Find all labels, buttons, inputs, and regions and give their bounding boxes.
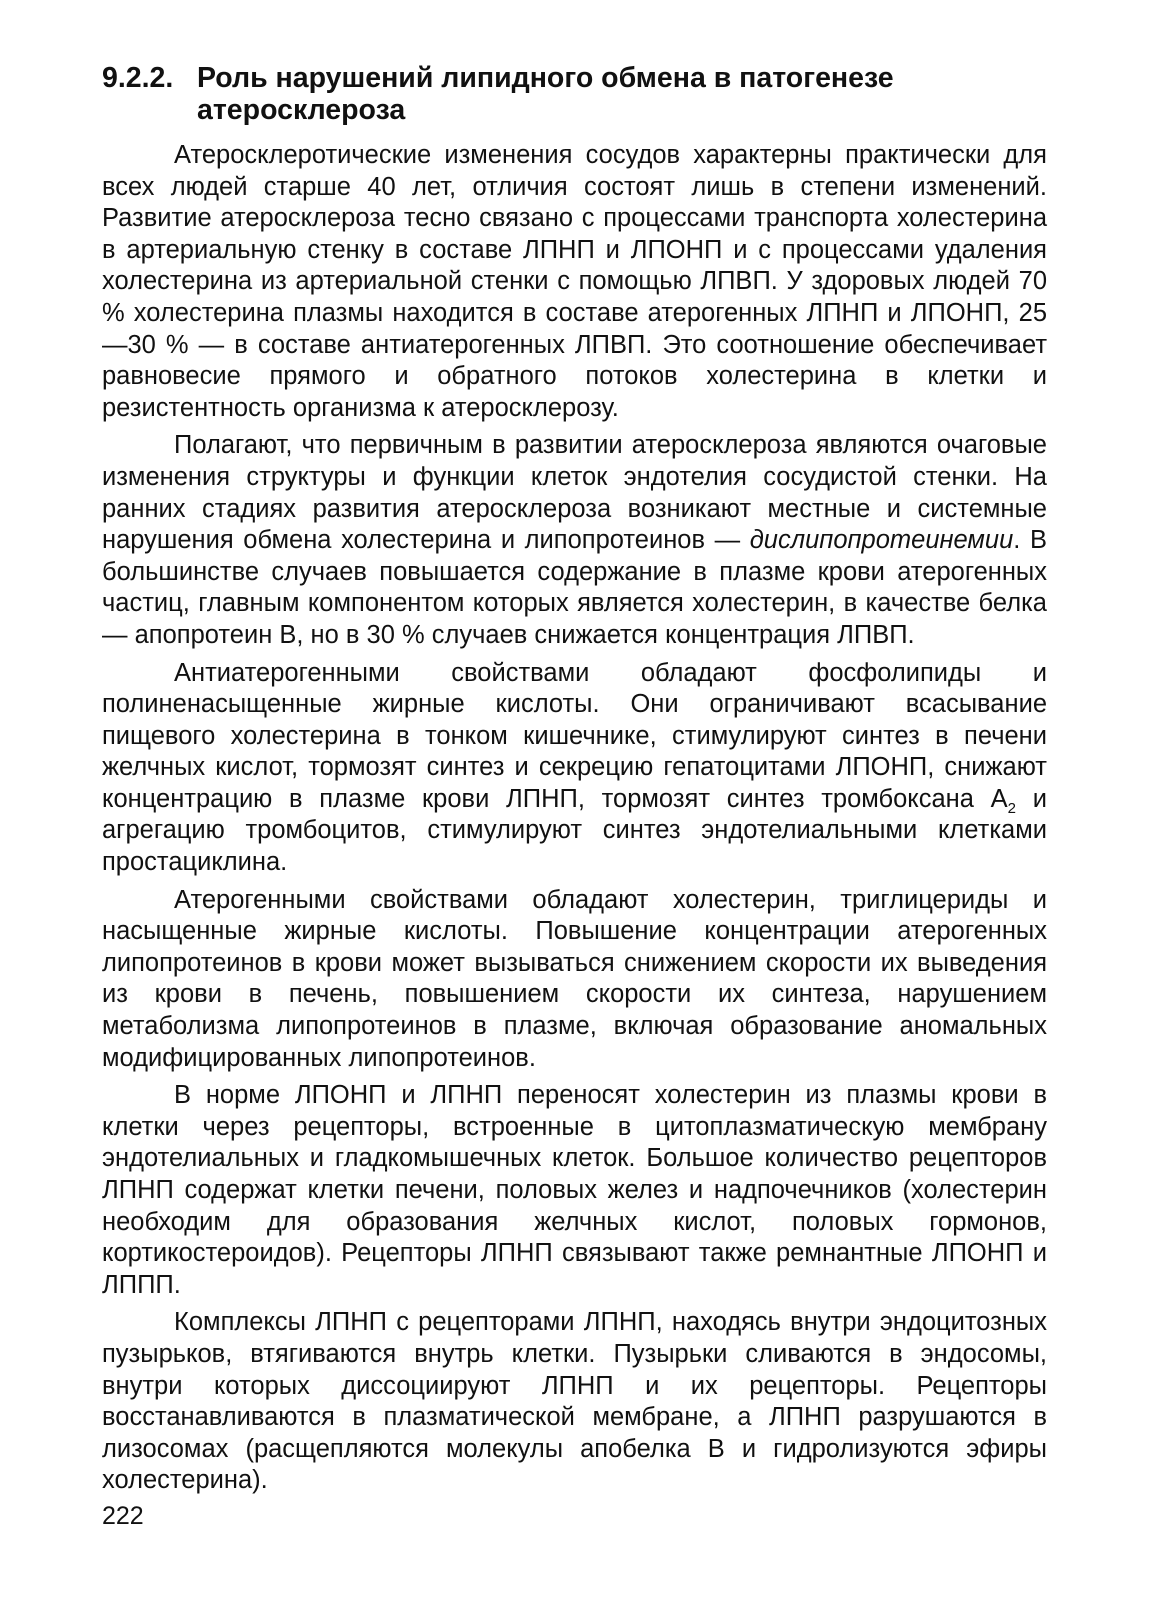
paragraph-5: В норме ЛПОНП и ЛПНП переносят холестерин из плазмы крови в клетки через рецепторы, встроенные в цитоплазматическую мембрану эндотелиальных и гладкомышечных клеток. Большое количество рецепторов ЛПНП содержат клетки печени, половых желез и надпочечников (холестерин необходим для образования желчных кислот, половых гормонов, кортикостероидов). Рецепторы ЛПНП связывают также ремнантные ЛПОНП и ЛППП.	[102, 1081, 1047, 1299]
subscript: 2	[1007, 799, 1017, 817]
section-title-line1: Роль нарушений липидного обмена в патогенезе	[197, 62, 894, 94]
paragraph-2-text-a: Полагают, что первичным в развитии атеросклероза являются очаговые изменения структуры и функции клеток эндотелия сосудистой стенки. На ранних стадиях развития атеросклероза возникают местные и системные нарушения обмена холестерина и липопротеинов —	[102, 431, 1047, 555]
paragraph-4: Атерогенными свойствами обладают холестерин, триглицериды и насыщенные жирные кислоты. Повышение концентрации атерогенных липопротеинов в крови может вызываться снижением скорости их выведения из крови в печень, повышением скорости их синтеза, нарушением метаболизма липопротеинов в плазме, включая образование аномальных модифицированных липопротеинов.	[102, 885, 1047, 1072]
paragraph-1: Атеросклеротические изменения сосудов характерны практически для всех людей старше 40 лет, отличия состоят лишь в степени изменений. Развитие атеросклероза тесно связано с процессами транспорта холестерина в артериальную стенку в составе ЛПНП и ЛПОНП и с процессами удаления холестерина из артериальной стенки с помощью ЛПВП. У здоровых людей 70 % холестерина плазмы находится в составе атерогенных ЛПНП и ЛПОНП, 25—30 % — в составе антиатерогенных ЛПВП. Это соотношение обеспечивает равновесие прямого и обратного потоков холестерина в клетки и резистентность организма к атеросклерозу.	[102, 141, 1047, 422]
page-content	[102, 62, 1047, 1503]
italic-term: дислипопротеинемии	[749, 526, 1014, 555]
section-title-line2: атеросклероза	[197, 94, 406, 126]
paragraph-3-text-b: и агрегацию тромбоцитов, стимулируют синтез эндотелиальными клетками простациклина.	[102, 784, 1047, 877]
paragraph-2-text-b: . В большинстве случаев повышается содержание в плазме крови атерогенных частиц, главным компонентом которых является холестерин, в качестве белка — апопротеин В, но в 30 % случаев снижается концентрация ЛПВП.	[102, 526, 1047, 649]
paragraph-6: Комплексы ЛПНП с рецепторами ЛПНП, находясь внутри эндоцитозных пузырьков, втягиваются внутрь клетки. Пузырьки сливаются в эндосомы, внутри которых диссоциируют ЛПНП и их рецепторы. Рецепторы восстанавливаются в плазматической мембране, а ЛПНП разрушаются в лизосомах (расщепляются молекулы апобелка В и гидролизуются эфиры холестерина).	[102, 1308, 1047, 1495]
paragraph-2	[102, 430, 1047, 651]
paragraph-3	[102, 658, 1047, 879]
section-heading	[102, 62, 1047, 126]
section-number: 9.2.2.	[102, 62, 174, 94]
paragraph-3-text-a: Антиатерогенными свойствами обладают фосфолипиды и полиненасыщенные жирные кислоты. Они ограничивают всасывание пищевого холестерина в тонком кишечнике, стимулируют синтез в печени желчных кислот, тормозят синтез и секрецию гепатоцитами ЛПОНП, снижают концентрацию в плазме крови ЛПНП, тормозят синтез тромбоксана А	[102, 658, 1047, 813]
page-number: 222	[102, 1502, 144, 1530]
